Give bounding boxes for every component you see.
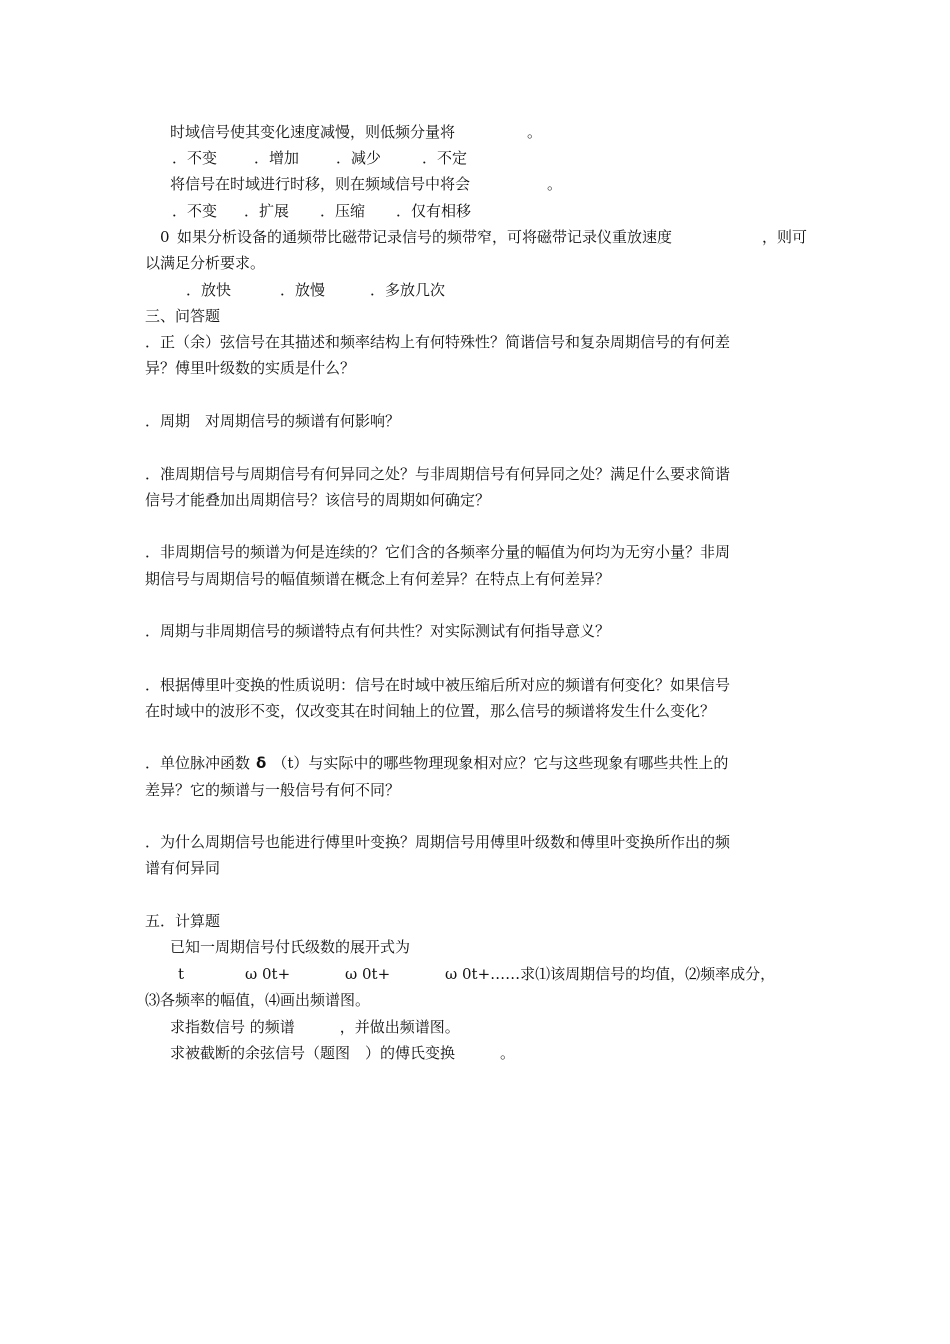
option-a: ．不变 [172, 202, 218, 220]
section-5-title: 五．计算题 [145, 912, 221, 930]
question-3-number: 0 [160, 228, 170, 246]
question-3 [160, 228, 810, 246]
qa-3-line1: ．准周期信号与周期信号有何异同之处？与非周期信号有何异同之处？满足什么要求简谐 [145, 465, 731, 483]
question-3-line1-end: ，则可 [762, 228, 808, 246]
calc-1-stem: 已知一周期信号付氏级数的展开式为 [170, 938, 411, 956]
option-d: ．不定 [422, 149, 468, 167]
option-b: ．增加 [254, 149, 300, 167]
qa-7-line1-a: ．单位脉冲函数 [145, 754, 251, 772]
formula-t: t [178, 965, 185, 983]
qa-8-line1: ．为什么周期信号也能进行傅里叶变换？周期信号用傅里叶级数和傅里叶变换所作出的频 [145, 833, 731, 851]
option-a: ．放快 [186, 281, 232, 299]
calc-2: 求指数信号 的频谱 ，并做出频谱图。 [170, 1018, 460, 1036]
option-b: ．放慢 [280, 281, 326, 299]
qa-7-line2: 差异？它的频谱与一般信号有何不同？ [145, 781, 401, 799]
option-c: ．减少 [336, 149, 382, 167]
formula-term-3: ω 0t+……求⑴该周期信号的均值，⑵频率成分， [445, 965, 776, 983]
qa-2-line1: ．周期 对周期信号的频谱有何影响？ [145, 412, 401, 430]
qa-5-line1: ．周期与非周期信号的频谱特点有何共性？对实际测试有何指导意义？ [145, 622, 611, 640]
qa-7-line1-b: （t）与实际中的哪些物理现象相对应？它与这些现象有哪些共性上的 [272, 754, 729, 772]
section-3-title: 三、问答题 [145, 307, 221, 325]
formula-term-1: ω 0t+ [245, 965, 291, 983]
question-2-options [172, 202, 572, 220]
option-c: ．压缩 [320, 202, 366, 220]
question-3-options [186, 281, 486, 299]
question-1-end: 。 [527, 123, 543, 141]
question-3-line1: 如果分析设备的通频带比磁带记录信号的频带窄，可将磁带记录仪重放速度 [177, 228, 673, 246]
qa-7-line1 [145, 754, 728, 772]
calc-1-line3: ⑶各频率的幅值，⑷画出频谱图。 [145, 991, 371, 1009]
question-1-stem: 时域信号使其变化速度减慢，则低频分量将 [170, 123, 456, 141]
qa-4-line1: ．非周期信号的频谱为何是连续的？它们含的各频率分量的幅值为何均为无穷小量？非周 [145, 543, 731, 561]
qa-6-line2: 在时域中的波形不变，仅改变其在时间轴上的位置，那么信号的频谱将发生什么变化？ [145, 702, 716, 720]
question-1-options [172, 149, 572, 167]
qa-3-line2: 信号才能叠加出周期信号？该信号的周期如何确定？ [145, 491, 491, 509]
option-a: ．不变 [172, 149, 218, 167]
qa-4-line2: 期信号与周期信号的幅值频谱在概念上有何差异？在特点上有何差异？ [145, 570, 611, 588]
question-2-stem: 将信号在时域进行时移，则在频域信号中将会 [170, 175, 471, 193]
question-3-line2: 以满足分析要求。 [145, 254, 266, 272]
option-d: ．仅有相移 [396, 202, 472, 220]
option-c: ．多放几次 [370, 281, 446, 299]
calc-1-formula [145, 965, 805, 983]
delta-symbol: δ [256, 754, 267, 772]
qa-1-line1: ．正（余）弦信号在其描述和频率结构上有何特殊性？简谐信号和复杂周期信号的有何差 [145, 333, 731, 351]
question-2-end: 。 [547, 175, 563, 193]
qa-1-line2: 异？傅里叶级数的实质是什么？ [145, 359, 356, 377]
question-1 [170, 123, 543, 141]
formula-term-2: ω 0t+ [345, 965, 391, 983]
option-b: ．扩展 [244, 202, 290, 220]
calc-3: 求被截断的余弦信号（题图 ）的傅氏变换 。 [170, 1044, 516, 1062]
question-2 [170, 175, 563, 193]
qa-8-line2: 谱有何异同 [145, 859, 221, 877]
qa-6-line1: ．根据傅里叶变换的性质说明：信号在时域中被压缩后所对应的频谱有何变化？如果信号 [145, 676, 731, 694]
